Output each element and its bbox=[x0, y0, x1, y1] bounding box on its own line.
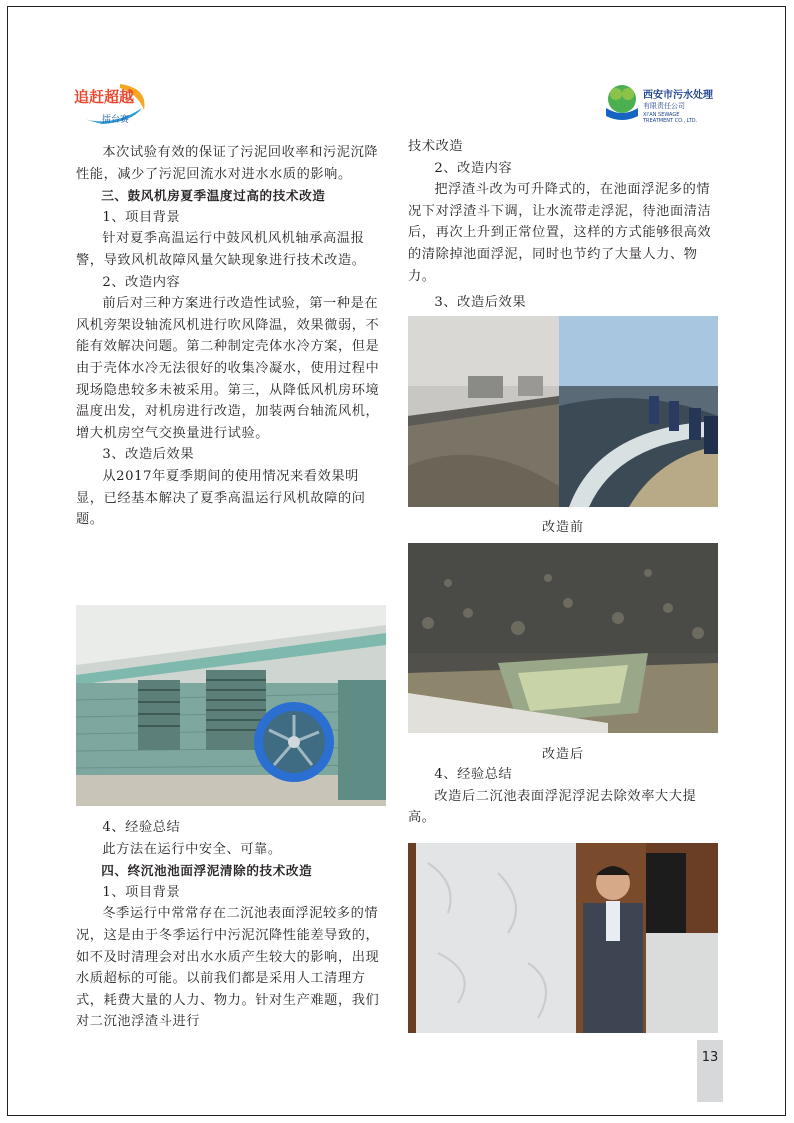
page-number: 13 bbox=[701, 1050, 719, 1065]
competition-logo bbox=[72, 78, 152, 126]
section-heading: 三、鼓风机房夏季温度过高的技术改造 bbox=[101, 188, 326, 204]
logo-title: 追赶超越 bbox=[74, 88, 135, 106]
caption-before: 改造前 bbox=[541, 520, 584, 535]
paragraph: 针对夏季高温运行中鼓风机风机轴承高温报警，导致风机故障风量欠缺现象进行技术改造。 bbox=[76, 231, 366, 268]
subheading: 4、经验总结 bbox=[102, 820, 181, 835]
paragraph: 把浮渣斗改为可升降式的，在池面浮泥多的情况下对浮渣斗下调，让水流带走浮泥，待池面清洁后，再次上升到正常位置，这样的方式能够很高效的清除掉池面浮泥，同时也节约了大量人力、物力。 bbox=[408, 182, 712, 284]
subheading: 1、项目背景 bbox=[102, 884, 181, 900]
company-cn-sub: 有限责任公司 bbox=[643, 102, 685, 110]
company-logo bbox=[603, 84, 723, 126]
paragraph: 本次试验有效的保证了污泥回收率和污泥沉降性能，减少了污泥回流水对进水水质的影响。 bbox=[76, 145, 379, 182]
paragraph: 从2017年夏季期间的使用情况来看效果明显，已经基本解决了夏季高温运行风机故障的问题。 bbox=[76, 468, 366, 528]
left-column-text bbox=[76, 142, 386, 531]
subheading: 1、项目背景 bbox=[102, 209, 181, 225]
subheading: 4、经验总结 bbox=[434, 767, 513, 782]
paragraph-continued: 技术改造 bbox=[408, 139, 464, 154]
company-en-line2: TREATMENT CO., LTD. bbox=[643, 118, 698, 124]
subheading: 3、改造后效果 bbox=[434, 295, 527, 310]
right-column-text bbox=[408, 136, 718, 287]
logo-subtitle: 擂台赛 bbox=[102, 115, 130, 125]
paragraph: 此方法在运行中安全、可靠。 bbox=[102, 841, 282, 857]
paragraph: 冬季运行中常常存在二沉池表面浮泥较多的情况，这是由于冬季运行中污泥沉降性能差导致的，如不及时清理会对出水水质产生较大的影响，出现水质超标的可能。以前我们都是采用人工清理方式，耗费大量的人力、物力。针对生产难题，我们对二沉池浮渣斗进行 bbox=[76, 906, 380, 1030]
section-heading: 四、终沉池池面浮泥清除的技术改造 bbox=[101, 863, 313, 879]
right-column-subheading bbox=[408, 292, 718, 314]
right-column-text-lower bbox=[408, 764, 718, 829]
company-cn-name: 西安市污水处理 bbox=[643, 90, 713, 101]
speaker-photo bbox=[408, 843, 718, 1033]
fan-room-photo bbox=[76, 605, 386, 806]
company-en-line1: XI'AN SEWAGE bbox=[643, 112, 680, 118]
paragraph: 前后对三种方案进行改造性试验，第一种是在风机旁架设轴流风机进行吹风降温，效果微弱，不能有效解决问题。第二种制定壳体水冷方案，但是由于壳体水冷无法很好的收集冷凝水，使用过程中现场隐患较多未被采用。第三，从降低风机房环境温度出发，对机房进行改造，加装两台轴流风机，增大机房空气交换量进行试验。 bbox=[76, 296, 380, 441]
subheading: 2、改造内容 bbox=[102, 274, 181, 290]
caption-after: 改造后 bbox=[541, 747, 584, 762]
before-photo-workers bbox=[559, 316, 718, 507]
subheading: 2、改造内容 bbox=[434, 160, 513, 176]
after-photo bbox=[408, 543, 718, 733]
left-column-text-lower bbox=[76, 817, 386, 1033]
before-photo-tank bbox=[408, 316, 559, 507]
subheading: 3、改造后效果 bbox=[102, 447, 195, 463]
paragraph: 改造后二沉池表面浮泥浮泥去除效率大大提高。 bbox=[408, 788, 697, 826]
